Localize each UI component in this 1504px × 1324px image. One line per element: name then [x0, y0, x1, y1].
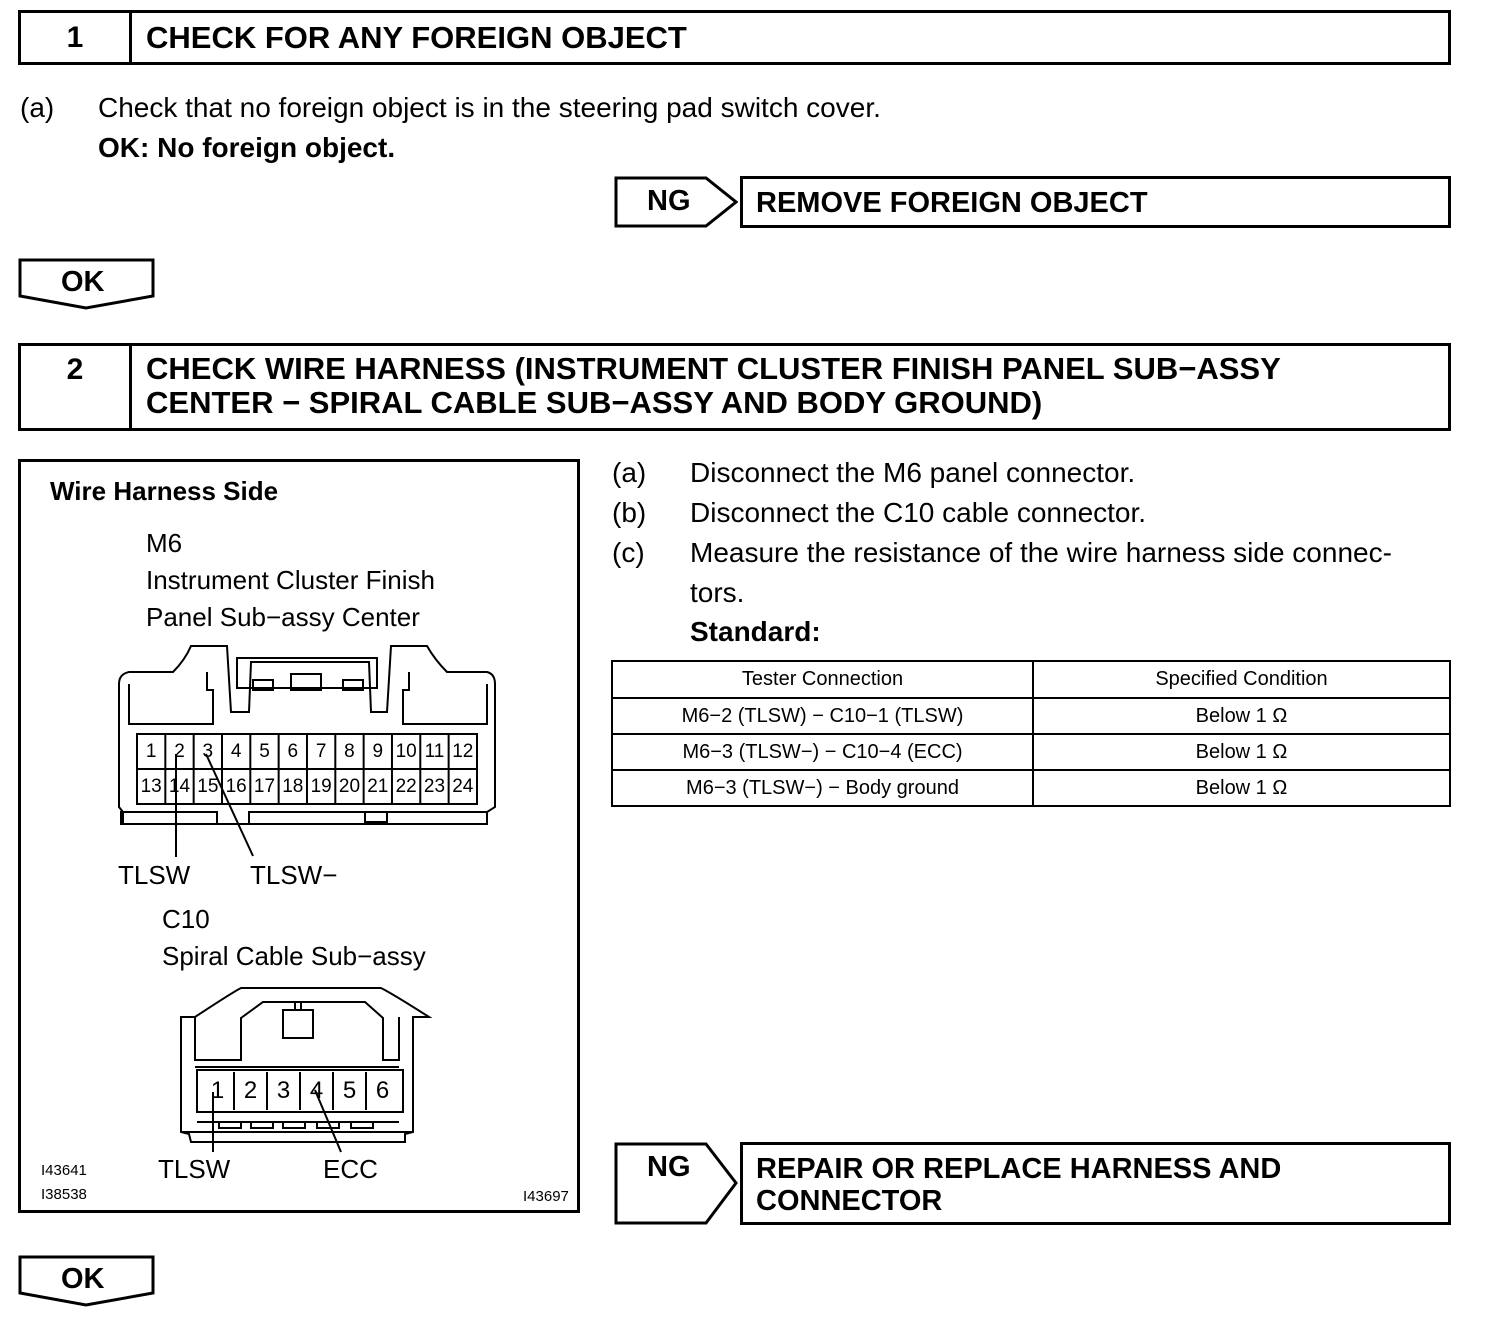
standard-label: Standard: [690, 616, 821, 647]
connector-pin: 5 [342, 1077, 357, 1104]
connector-pin: 10 [395, 741, 417, 762]
step-2-ng-label: NG [647, 1151, 691, 1183]
c10-code: C10 [162, 904, 210, 934]
step-2-ok-label: OK [61, 1263, 105, 1295]
connector-pin: 4 [309, 1077, 324, 1104]
c10-tlsw-label: TLSW [158, 1154, 231, 1184]
step-2-sub-b-text: Disconnect the C10 cable connector. [690, 497, 1147, 528]
ng-action-word: HARNESS [1069, 1153, 1212, 1185]
step-2-ng-action-line-1 [756, 1153, 1448, 1185]
connector-pin: 2 [174, 741, 185, 762]
table-header-row [612, 661, 1450, 698]
m6-name-line-1: Instrument Cluster Finish [146, 565, 435, 595]
connector-pin: 3 [202, 741, 214, 762]
wire-harness-diagram [18, 459, 580, 1213]
m6-code: M6 [146, 528, 183, 558]
connector-pin: 2 [243, 1077, 258, 1104]
connector-pin: 8 [344, 741, 355, 762]
table-cell-connection: M6−3 (TLSW−) − Body ground [612, 770, 1033, 806]
connector-pin: 6 [287, 741, 299, 762]
table-cell-condition: Below 1 Ω [1033, 698, 1450, 734]
m6-name-line-2: Panel Sub−assy Center [146, 602, 420, 632]
connector-pin: 16 [225, 776, 247, 797]
table-header-condition: Specified Condition [1033, 661, 1450, 698]
step-1-number: 1 [21, 13, 132, 62]
step-1-sub-a-label: (a) [20, 92, 55, 123]
step-2-sub-a-label: (a) [612, 457, 647, 488]
connector-pin: 20 [338, 776, 361, 797]
figure-code-2: I38538 [41, 1186, 87, 1203]
step-2-ng-indicator [614, 1142, 738, 1225]
connector-pin: 19 [310, 776, 332, 797]
connector-pin: 5 [259, 741, 270, 762]
connector-pin: 1 [210, 1077, 225, 1104]
table-cell-condition: Below 1 Ω [1033, 734, 1450, 770]
connector-pin: 11 [424, 741, 445, 762]
connector-pin: 24 [452, 776, 474, 797]
ng-action-word: REPLACE [923, 1153, 1062, 1185]
step-1-ng-label: NG [647, 185, 691, 217]
step-2-sub-c-label: (c) [612, 537, 645, 568]
c10-ecc-label: ECC [323, 1154, 378, 1184]
connector-pin: 3 [276, 1077, 291, 1104]
table-header-tester: Tester Connection [612, 661, 1033, 698]
step-1-header [18, 10, 1451, 65]
table-cell-connection: M6−2 (TLSW) − C10−1 (TLSW) [612, 698, 1033, 734]
connector-pin: 15 [197, 776, 219, 797]
connector-pin: 22 [395, 776, 417, 797]
step-1-ok-label: OK [61, 266, 105, 298]
connector-pin: 12 [452, 741, 474, 762]
m6-tlsw-minus-label: TLSW− [250, 860, 338, 890]
connector-pin: 6 [375, 1077, 390, 1104]
figure-code-3: I43697 [523, 1188, 569, 1205]
step-1-ng-action-text: REMOVE FOREIGN OBJECT [756, 187, 1148, 219]
ng-action-word: OR [871, 1153, 915, 1185]
table-cell-condition: Below 1 Ω [1033, 770, 1450, 806]
connector-pin: 9 [372, 741, 384, 762]
connector-pin: 21 [367, 776, 389, 797]
connector-pin: 17 [253, 776, 276, 797]
table-row [612, 698, 1450, 734]
step-2-sub-c-continuation: tors. [690, 577, 745, 608]
standard-table [611, 660, 1451, 807]
table-cell-connection: M6−3 (TLSW−) − C10−4 (ECC) [612, 734, 1033, 770]
ng-action-word: REPAIR [756, 1153, 864, 1185]
connector-pin: 14 [168, 776, 191, 797]
step-2-number: 2 [21, 346, 132, 428]
step-2-title-line-1: CHECK WIRE HARNESS (INSTRUMENT CLUSTER FINISH PANEL SUB−ASSY [146, 351, 1281, 386]
step-2-ok-indicator [18, 1255, 156, 1307]
step-1-ng-indicator [614, 176, 738, 228]
figure-code-1: I43641 [41, 1162, 87, 1179]
m6-tlsw-label: TLSW [118, 860, 191, 890]
step-2-title-line-2: CENTER − SPIRAL CABLE SUB−ASSY AND BODY GROUND) [146, 385, 1043, 420]
step-2-ng-action-line-2: CONNECTOR [756, 1185, 943, 1217]
connector-pin: 4 [230, 741, 242, 762]
c10-name: Spiral Cable Sub−assy [162, 941, 426, 971]
step-1-title: CHECK FOR ANY FOREIGN OBJECT [146, 20, 687, 55]
diagram-heading: Wire Harness Side [50, 476, 279, 506]
connector-pin: 18 [282, 776, 304, 797]
step-2-header [18, 343, 1451, 431]
step-2-ng-action [740, 1142, 1451, 1225]
step-1-sub-a-text: Check that no foreign object is in the steering pad switch cover. [98, 92, 881, 123]
step-2-sub-c-text: Measure the resistance of the wire harness side connec- [690, 537, 1392, 568]
connector-pin: 13 [140, 776, 162, 797]
table-row [612, 734, 1450, 770]
step-1-ng-action [740, 176, 1451, 228]
step-1-ok-indicator [18, 258, 156, 310]
table-row [612, 770, 1450, 806]
step-2-sub-b-label: (b) [612, 497, 647, 528]
connector-pin: 7 [315, 741, 327, 762]
step-1-ok-condition: OK: No foreign object. [98, 132, 396, 163]
connector-pin: 23 [423, 776, 446, 797]
ng-action-word: AND [1218, 1153, 1282, 1185]
step-2-sub-a-text: Disconnect the M6 panel connector. [690, 457, 1136, 488]
connector-pin: 1 [145, 741, 157, 762]
